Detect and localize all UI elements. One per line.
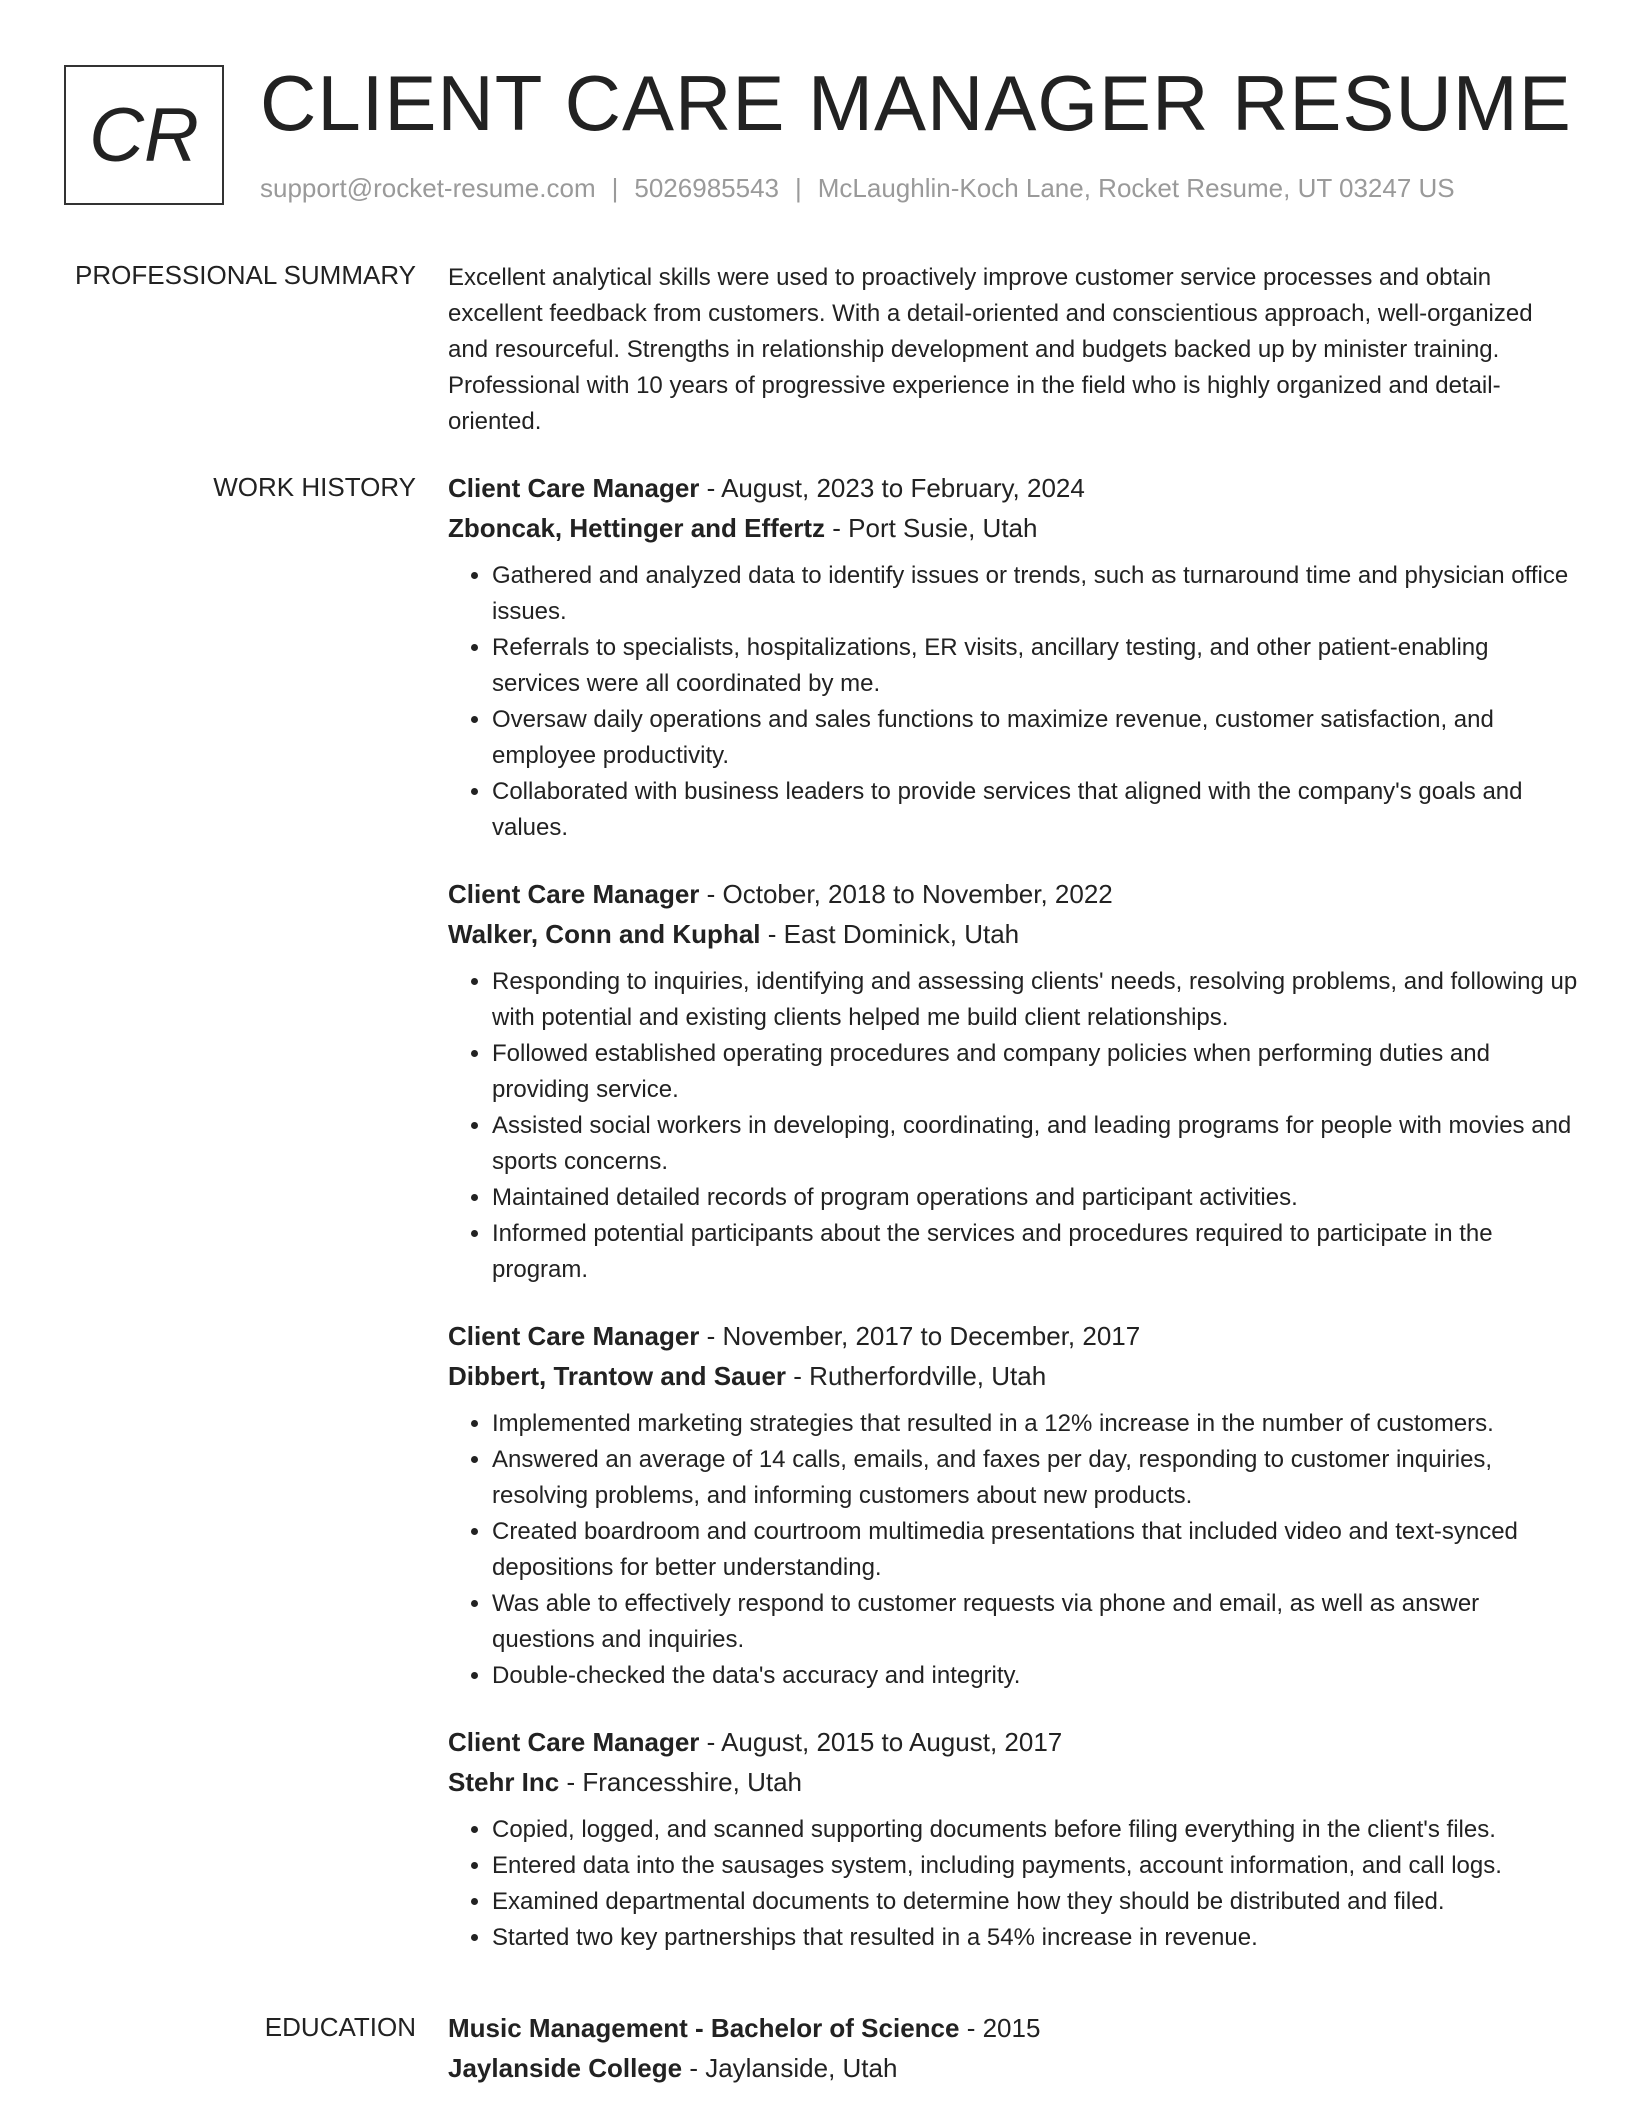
job-bullet: • Collaborated with business leaders to provide services that aligned with the company's goals and values. — [492, 774, 1578, 846]
job-bullet: • Informed potential participants about the services and procedures required to participate in the program. — [492, 1216, 1578, 1288]
job-bullets — [448, 1812, 1578, 1956]
job-title: Client Care Manager — [448, 1727, 700, 1757]
job-bullets — [448, 964, 1578, 1288]
education-degree: Music Management - Bachelor of Science — [448, 2013, 960, 2043]
job-company-line — [448, 508, 1578, 548]
contact-phone: 5026985543 — [634, 173, 779, 203]
job-location: - Francesshire, Utah — [559, 1767, 802, 1797]
page-title: CLIENT CARE MANAGER RESUME — [260, 59, 1572, 147]
job-title-line — [448, 1722, 1578, 1762]
job-bullet: • Started two key partnerships that resulted in a 54% increase in revenue. — [492, 1920, 1578, 1956]
work-history-heading: WORK HISTORY — [213, 472, 416, 502]
contact-separator: | — [611, 173, 619, 203]
job-bullet: • Created boardroom and courtroom multimedia presentations that included video and text-synced depositions for better understanding. — [492, 1514, 1578, 1586]
job-bullet: • Copied, logged, and scanned supporting documents before filing everything in the client's files. — [492, 1812, 1578, 1848]
contact-address: McLaughlin-Koch Lane, Rocket Resume, UT 03247 US — [817, 173, 1455, 203]
education-degree-line — [448, 2008, 1578, 2048]
work-history-body — [448, 468, 1578, 1984]
job-location: - Port Susie, Utah — [825, 513, 1038, 543]
job-bullet: • Responding to inquiries, identifying and assessing clients' needs, resolving problems, and following up with potential and existing clients helped me build client relationships. — [492, 964, 1578, 1036]
resume-header — [64, 59, 1592, 210]
job-title: Client Care Manager — [448, 473, 700, 503]
education-school-line — [448, 2048, 1578, 2088]
job-title: Client Care Manager — [448, 879, 700, 909]
job-entry — [448, 468, 1578, 846]
job-bullet: • Followed established operating procedures and company policies when performing duties and providing service. — [492, 1036, 1578, 1108]
job-title: Client Care Manager — [448, 1321, 700, 1351]
job-location: - Rutherfordville, Utah — [786, 1361, 1047, 1391]
job-dates: - October, 2018 to November, 2022 — [699, 879, 1113, 909]
job-dates: - August, 2023 to February, 2024 — [699, 473, 1085, 503]
job-bullet: • Implemented marketing strategies that resulted in a 12% increase in the number of customers. — [492, 1406, 1578, 1442]
job-bullet: • Oversaw daily operations and sales functions to maximize revenue, customer satisfaction, and employee productivity. — [492, 702, 1578, 774]
job-company-line — [448, 914, 1578, 954]
job-title-line — [448, 468, 1578, 508]
job-bullet: • Entered data into the sausages system, including payments, account information, and call logs. — [492, 1848, 1578, 1884]
contact-separator: | — [795, 173, 802, 203]
summary-heading: PROFESSIONAL SUMMARY — [75, 260, 416, 290]
job-entry — [448, 1722, 1578, 1956]
contact-email: support@rocket-resume.com — [260, 173, 596, 203]
summary-text: Excellent analytical skills were used to proactively improve customer service processes and obtain excellent feedback from customers. With a detail-oriented and conscientious approach, well-organized and resourceful. Strengths in relationship development and budgets backed up by minister training. Professional with 10 years of progressive experience in the field who is highly organized and detail-oriented. — [448, 264, 1533, 435]
job-bullet: • Was able to effectively respond to customer requests via phone and email, as well as answer questions and inquiries. — [492, 1586, 1578, 1658]
job-bullet: • Gathered and analyzed data to identify issues or trends, such as turnaround time and physician office issues. — [492, 558, 1578, 630]
education-school: Jaylanside College — [448, 2053, 683, 2083]
contact-line — [260, 173, 1455, 204]
monogram-logo: CR — [64, 65, 224, 205]
job-company-line — [448, 1356, 1578, 1396]
job-bullet: • Double-checked the data's accuracy and integrity. — [492, 1658, 1578, 1694]
job-bullet: • Answered an average of 14 calls, emails, and faxes per day, responding to customer inquiries, resolving problems, and informing customers about new products. — [492, 1442, 1578, 1514]
job-company-line — [448, 1762, 1578, 1802]
job-company: Dibbert, Trantow and Sauer — [448, 1361, 787, 1391]
job-title-line — [448, 1316, 1578, 1356]
education-year: - 2015 — [959, 2013, 1041, 2043]
job-bullet: • Maintained detailed records of program operations and participant activities. — [492, 1180, 1578, 1216]
job-bullet: • Referrals to specialists, hospitalizations, ER visits, ancillary testing, and other patient-enabling services were all coordinated by me. — [492, 630, 1578, 702]
job-company: Stehr Inc — [448, 1767, 560, 1797]
summary-body — [448, 260, 1578, 440]
job-bullet: • Assisted social workers in developing, coordinating, and leading programs for people with movies and sports concerns. — [492, 1108, 1578, 1180]
job-entry — [448, 874, 1578, 1288]
education-body — [448, 2008, 1578, 2088]
job-bullets — [448, 558, 1578, 846]
job-company: Zboncak, Hettinger and Effertz — [448, 513, 826, 543]
job-bullets — [448, 1406, 1578, 1694]
job-dates: - November, 2017 to December, 2017 — [699, 1321, 1141, 1351]
job-company: Walker, Conn and Kuphal — [448, 919, 761, 949]
job-location: - East Dominick, Utah — [760, 919, 1020, 949]
job-dates: - August, 2015 to August, 2017 — [699, 1727, 1063, 1757]
education-heading: EDUCATION — [264, 2012, 416, 2042]
job-entry — [448, 1316, 1578, 1694]
job-title-line — [448, 874, 1578, 914]
education-location: - Jaylanside, Utah — [682, 2053, 898, 2083]
job-bullet: • Examined departmental documents to determine how they should be distributed and filed. — [492, 1884, 1578, 1920]
